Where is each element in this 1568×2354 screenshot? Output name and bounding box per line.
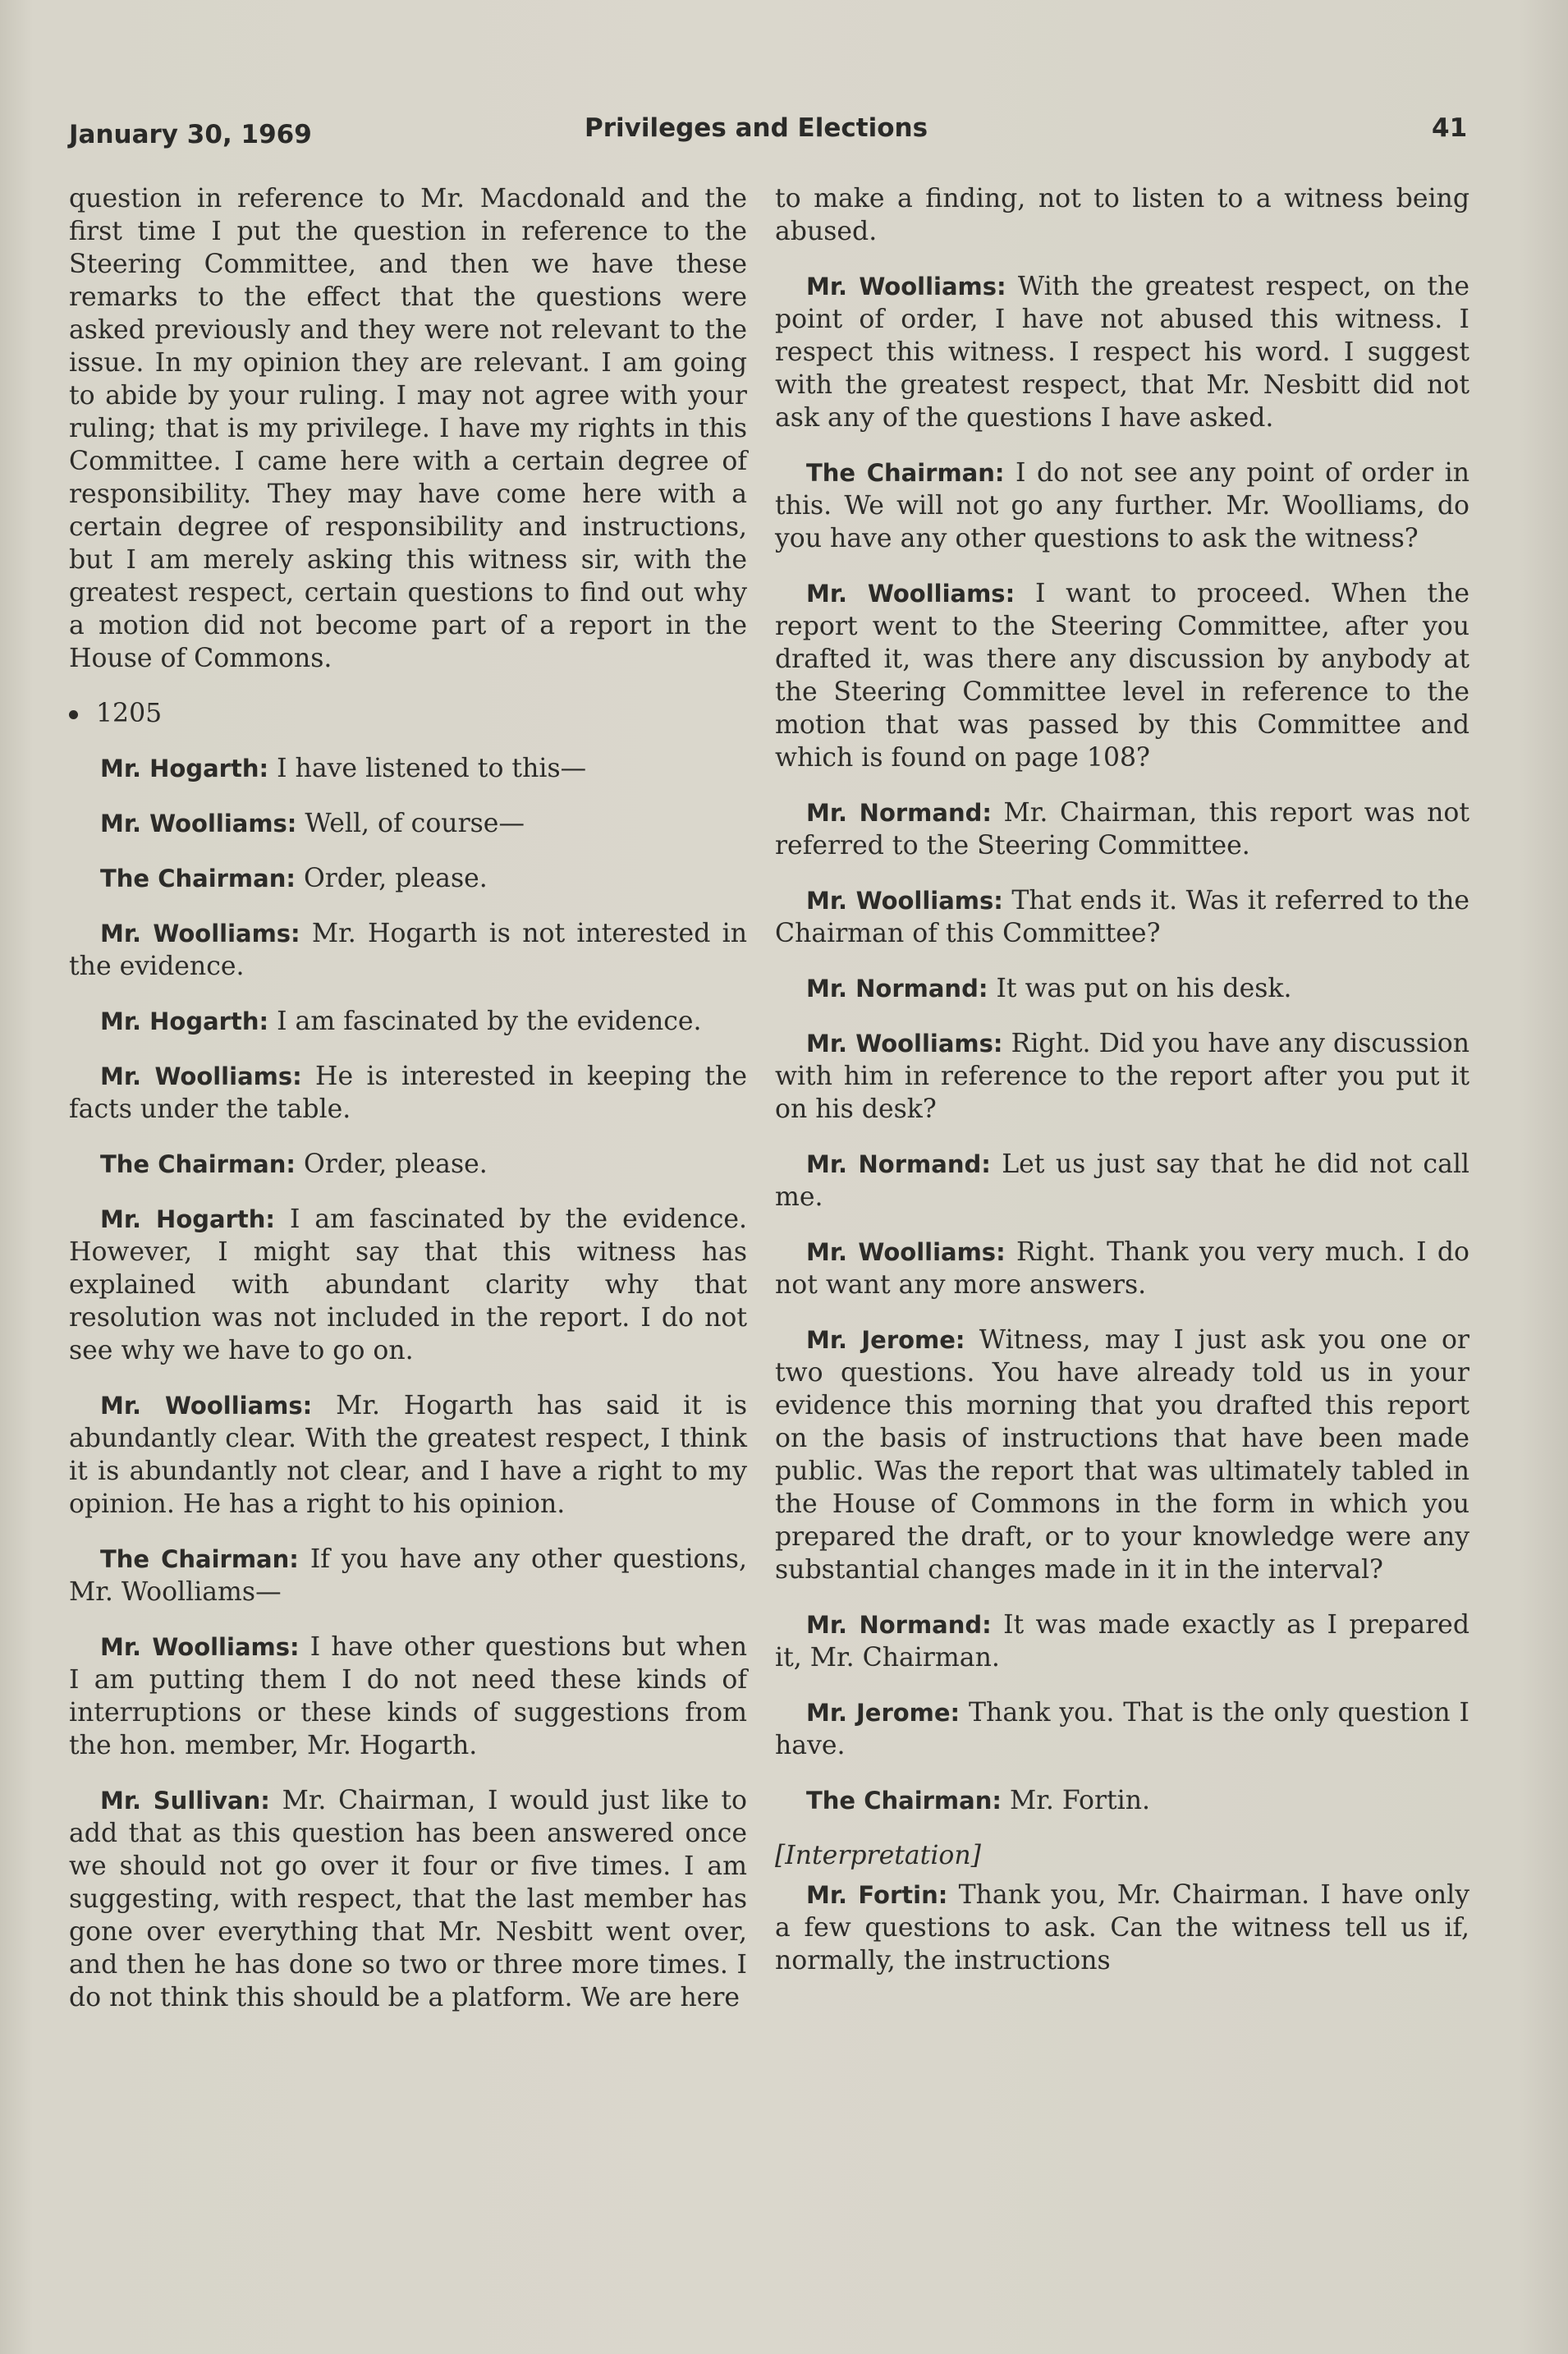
speech-paragraph [775,457,1469,555]
speech-paragraph [775,1148,1469,1214]
speech-paragraph [69,752,747,785]
speech-text: I am fascinated by the evidence. [277,1007,702,1036]
speech-text: That ends it. Was it referred to the Chairman of this Committee? [775,886,1470,948]
speaker-name: Mr. Woolliams: [100,1392,313,1420]
speaker-name: Mr. Woolliams: [806,1030,1003,1058]
speech-paragraph [775,1696,1469,1762]
header-title: Privileges and Elections [585,113,928,143]
speaker-name: Mr. Hogarth: [100,1205,275,1233]
header-date: January 30, 1969 [69,120,312,149]
speaker-name: The Chairman: [100,865,296,893]
speech-text: I am fascinated by the evidence. However, I might say that this witness has explained with abundant clarity why that resolution was not included in the report. I do not see why we have to go on. [69,1205,747,1365]
speech-paragraph [775,972,1469,1005]
speaker-name: Mr. Woolliams: [100,1062,302,1090]
speaker-name: Mr. Woolliams: [806,580,1016,608]
speech-paragraph [775,1879,1469,1977]
time-marker [69,697,747,730]
speaker-name: Mr. Hogarth: [100,1007,269,1035]
speaker-name: Mr. Normand: [806,1611,992,1639]
speech-text: Right. Thank you very much. I do not want any more answers. [775,1237,1469,1300]
speech-text: Right. Did you have any discussion with him in reference to the report after you put it on his desk? [775,1029,1470,1124]
speaker-name: Mr. Woolliams: [806,1238,1006,1266]
speech-text: Thank you, Mr. Chairman. I have only a few questions to ask. Can the witness tell us if, normally, the instructions [775,1880,1470,1975]
interpretation-note: [Interpretation] [775,1841,981,1870]
speech-text: I do not see any point of order in this. We will not go any further. Mr. Woolliams, do you have any other questions to ask the witness? [775,458,1470,553]
speaker-name: Mr. Jerome: [806,1326,965,1354]
speech-paragraph [775,884,1469,950]
speech-text: It was put on his desk. [996,974,1292,1003]
speech-paragraph [775,1784,1469,1817]
speech-text: Witness, may I just ask you one or two questions. You have already told us in your evidence this morning that you drafted this report on the basis of instructions that have been made public. Was the report that was ultimately tabled in the House of Commons in the form in which you prepared the draft, or to your knowledge were any substantial changes made in it in the interval? [775,1325,1469,1585]
speaker-name: Mr. Woolliams: [100,920,300,948]
paragraph: question in reference to Mr. Macdonald and the first time I put the question in reference to the Steering Committee, and then we have these remarks to the effect that the questions were asked previously and they were not relevant to the issue. In my opinion they are relevant. I am going to abide by your ruling. I may not agree with your ruling; that is my privilege. I have my rights in this Committee. I came here with a certain degree of responsibility. They may have come here with a certain degree of responsibility and instructions, but I am merely asking this witness sir, with the greatest respect, certain questions to find out why a motion did not become part of a report in the House of Commons. [69,184,747,673]
speech-paragraph [775,1236,1469,1301]
speaker-name: Mr. Woolliams: [806,887,1003,915]
speech-paragraph [69,917,747,983]
speech-paragraph [775,1324,1469,1586]
speech-text: Mr. Fortin. [1009,1786,1151,1815]
speaker-name: Mr. Fortin: [806,1881,948,1909]
speech-paragraph [69,807,747,840]
speech-paragraph [69,1203,747,1367]
speaker-name: The Chairman: [100,1150,296,1178]
speaker-name: Mr. Hogarth: [100,755,269,782]
speech-text: I have listened to this— [277,754,587,783]
paragraph: to make a finding, not to listen to a witness being abused. [775,184,1469,246]
speech-text: I want to proceed. When the report went to the Steering Committee, after you drafted it, was there any discussion by anybody at the Steering Committee level in reference to the motion that was passed by this Committee and which is found on page 108? [775,579,1470,773]
speaker-name: Mr. Normand: [806,1150,991,1178]
speaker-name: The Chairman: [100,1545,299,1573]
speech-text: Well, of course— [305,809,525,838]
speech-paragraph [69,862,747,895]
speaker-name: The Chairman: [806,1787,1002,1815]
speech-paragraph [69,1631,747,1762]
speech-paragraph [775,270,1469,434]
speech-paragraph [775,796,1469,862]
speaker-name: Mr. Woolliams: [100,810,297,837]
speech-text: Mr. Chairman, I would just like to add that as this question has been answered once we should not go over it four or five times. I am suggesting, with respect, that the last member has gone over everything that Mr. Nesbitt went over, and then he has done so two or three more times. I do not think this should be a platform. We are here [69,1786,748,2012]
speaker-name: Mr. Sullivan: [100,1787,270,1815]
speech-paragraph [69,1005,747,1038]
speech-text: Let us just say that he did not call me. [775,1149,1470,1212]
speech-text: Order, please. [303,1149,488,1179]
speaker-name: Mr. Woolliams: [806,273,1006,301]
speaker-name: The Chairman: [806,459,1005,487]
speech-text: He is interested in keeping the facts under the table. [69,1062,748,1124]
speech-paragraph [69,1148,747,1181]
bullet-icon [69,710,78,719]
speech-text: If you have any other questions, Mr. Woolliams— [69,1544,747,1607]
speech-text: With the greatest respect, on the point of order, I have not abused this witness. I respect this witness. I respect his word. I suggest with the greatest respect, that Mr. Nesbitt did not ask any of the questions I have asked. [775,272,1470,433]
speech-text: Order, please. [303,864,488,893]
speech-paragraph [69,1060,747,1126]
speech-text: Thank you. That is the only question I have. [775,1698,1470,1760]
speech-text: It was made exactly as I prepared it, Mr. Chairman. [775,1610,1469,1673]
speech-paragraph [775,1027,1469,1126]
speaker-name: Mr. Normand: [806,975,988,1003]
time-marker-text: 1205 [96,699,163,728]
speech-text: I have other questions but when I am putting them I do not need these kinds of interruptions or these kinds of suggestions from the hon. member, Mr. Hogarth. [69,1632,748,1760]
speech-text: Mr. Hogarth is not interested in the evidence. [69,919,747,981]
running-head [69,113,1468,154]
speech-paragraph [69,1389,747,1521]
left-column [69,182,747,2036]
speaker-name: Mr. Normand: [806,799,992,827]
speaker-name: Mr. Jerome: [806,1699,961,1727]
page-number: 41 [1432,113,1468,143]
speech-text: Mr. Chairman, this report was not referred to the Steering Committee. [775,798,1469,860]
speech-paragraph [775,577,1469,774]
speech-paragraph [69,1543,747,1608]
speech-paragraph [775,1608,1469,1674]
speech-paragraph [69,1784,747,2014]
speaker-name: Mr. Woolliams: [100,1633,300,1661]
speech-text: Mr. Hogarth has said it is abundantly clear. With the greatest respect, I think it is abundantly not clear, and I have a right to my opinion. He has a right to his opinion. [69,1391,748,1519]
right-column [775,182,1469,1999]
